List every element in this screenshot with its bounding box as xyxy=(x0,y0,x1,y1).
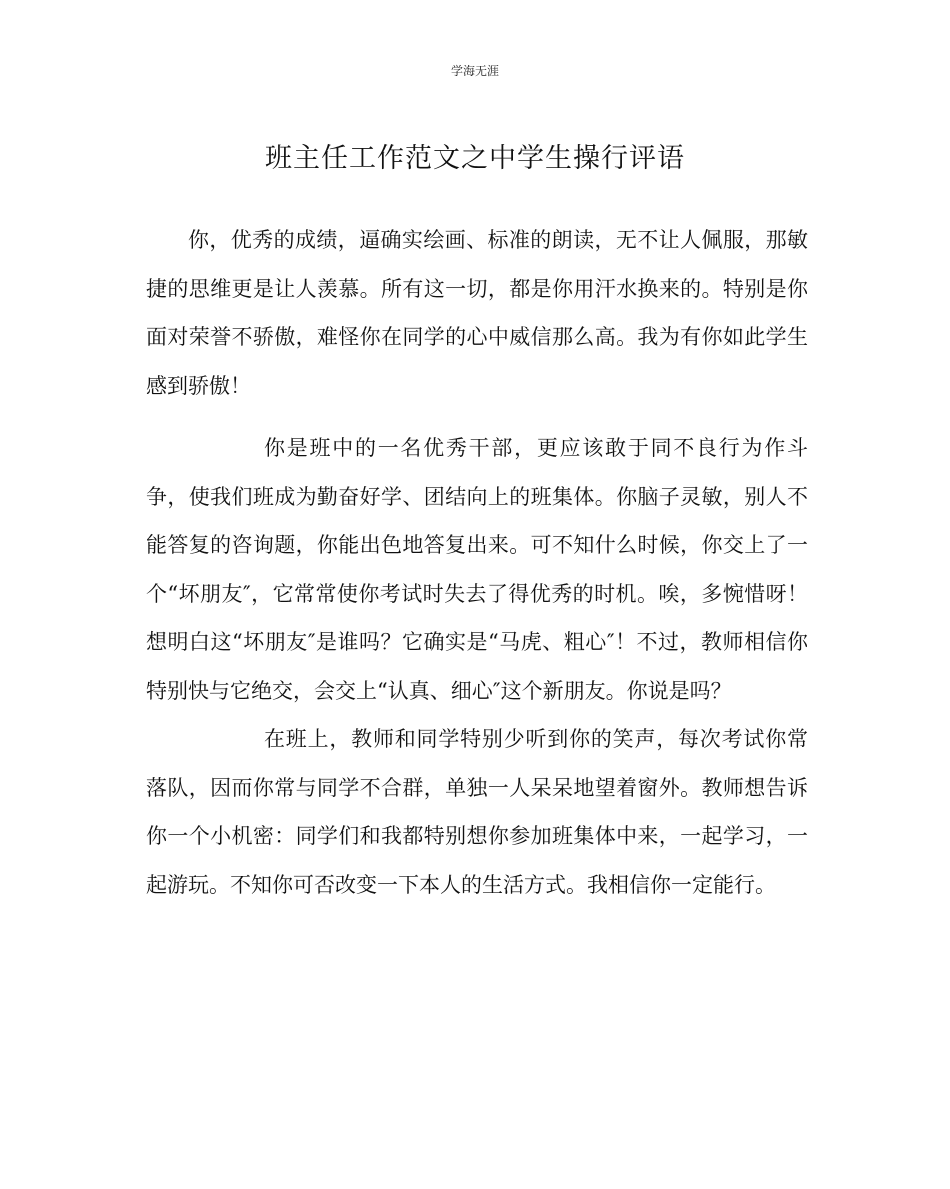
document-body xyxy=(146,216,808,909)
document-title: 班主任工作范文之中学生操行评语 xyxy=(265,143,685,174)
page-header: 学海无涯 xyxy=(450,64,499,78)
paragraph-1: 你，优秀的成绩，逼确实绘画、标准的朗读，无不让人佩服，那敏捷的思维更是让人羡慕。所有这一切，都是你用汗水换来的。特别是你面对荣誉不骄傲，难怪你在同学的心中威信那么高。我为有你如此学生感到骄傲！ xyxy=(146,228,808,398)
paragraph-2: 你是班中的一名优秀干部，更应该敢于同不良行为作斗争，使我们班成为勤奋好学、团结向上的班集体。你脑子灵敏，别人不能答复的咨询题，你能出色地答复出来。可不知什么时候，你交上了一个“坏朋友″，它常常使你考试时失去了得优秀的时机。唉，多惋惜呀！想明白这“坏朋友″是谁吗？它确实是“马虎、粗心″！不过，教师相信你特别快与它绝交，会交上“认真、细心″这个新朋友。你说是吗？ xyxy=(146,436,808,703)
paragraph-3: 在班上，教师和同学特别少听到你的笑声，每次考试你常落队，因而你常与同学不合群，单独一人呆呆地望着窗外。教师想告诉你一个小机密：同学们和我都特别想你参加班集体中来，一起学习，一起游玩。不知你可否改变一下本人的生活方式。我相信你一定能行。 xyxy=(146,727,808,897)
